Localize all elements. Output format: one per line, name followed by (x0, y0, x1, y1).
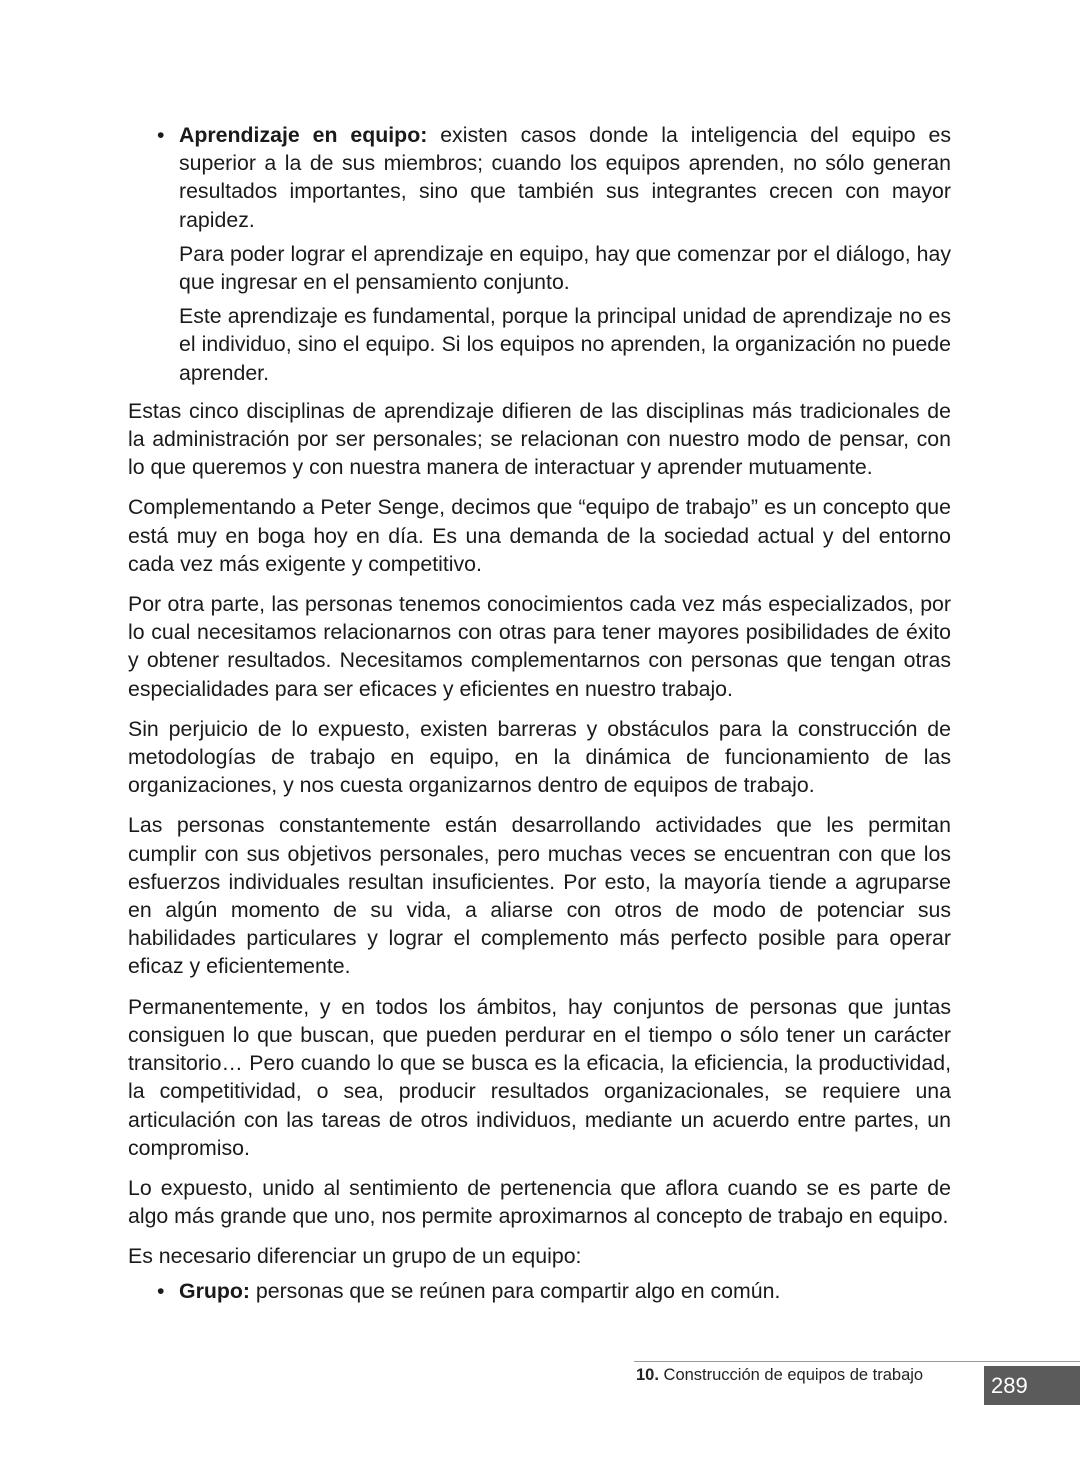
paragraph: Por otra parte, las personas tenemos conocimientos cada vez más especializados, por lo cual necesitamos relacionarnos con otras para tener mayores posibilidades de éxito y obtener resultados. Necesitamos complementarnos con personas que tengan otras especialidades para ser eficaces y eficientes en nuestro trabajo. (128, 592, 951, 701)
bullet-subparagraph: Para poder lograr el aprendizaje en equipo, hay que comenzar por el diálogo, hay que ingresar en el pensamiento conjunto. (179, 241, 951, 295)
page-body (128, 121, 951, 1311)
paragraph: Complementando a Peter Senge, decimos que “equipo de trabajo” es un concepto que está muy en boga hoy en día. Es una demanda de la sociedad actual y del entorno cada vez más exigente y competitivo. (128, 495, 951, 576)
paragraph: Lo expuesto, unido al sentimiento de pertenencia que aflora cuando se es parte de algo más grande que uno, nos permite aproximarnos al concepto de trabajo en equipo. (128, 1175, 951, 1229)
bullet-body: personas que se reúnen para compartir algo en común. (249, 1278, 781, 1303)
paragraph: Sin perjuicio de lo expuesto, existen barreras y obstáculos para la construcción de metodologías de trabajo en equipo, en la dinámica de funcionamiento de las organizaciones, y nos cuesta organizarnos dentro de equipos de trabajo. (128, 716, 951, 798)
bullet-subparagraph: Este aprendizaje es fundamental, porque la principal unidad de aprendizaje no es el individuo, sino el equipo. Si los equipos no aprenden, la organización no puede aprender. (179, 304, 951, 385)
bullet-text (179, 1277, 951, 1305)
bullet-text (179, 121, 951, 234)
chapter-title: Construcción de equipos de trabajo (658, 1366, 924, 1384)
bullet-term: Grupo: (179, 1278, 250, 1303)
chapter-number: 10. (636, 1366, 659, 1384)
footer-divider (634, 1361, 1080, 1362)
bullet-dot: • (157, 123, 165, 147)
paragraph: Es necesario diferenciar un grupo de un equipo: (128, 1244, 582, 1269)
bullet-aprendizaje-en-equipo (128, 121, 951, 387)
footer-chapter (636, 1366, 923, 1385)
bullet-body: existen casos donde la inteligencia del equipo es superior a la de sus miembros; cuando los equipos aprenden, no sólo generan resultados importantes, sino que también sus integrantes crecen con mayor rapidez. (179, 123, 951, 232)
bullet-grupo (128, 1277, 951, 1305)
bullet-term: Aprendizaje en equipo: (179, 123, 428, 147)
paragraph: Permanentemente, y en todos los ámbitos, hay conjuntos de personas que juntas consiguen lo que buscan, que pueden perdurar en el tiempo o sólo tener un carácter transitorio… Pero cuando lo que se busca es la eficacia, la eficiencia, la productividad, la competitividad, o sea, producir resultados organizacionales, se requiere una articulación con las tareas de otros individuos, mediante un acuerdo entre partes, un compromiso. (128, 994, 951, 1160)
page-number: 289 (984, 1366, 1080, 1405)
paragraph: Estas cinco disciplinas de aprendizaje difieren de las disciplinas más tradicionales de la administración por ser personales; se relacionan con nuestro modo de pensar, con lo que queremos y con nuestra manera de interactuar y aprender mutuamente. (128, 398, 951, 480)
paragraph: Las personas constantemente están desarrollando actividades que les permitan cumplir con sus objetivos personales, pero muchas veces se encuentran con que los esfuerzos individuales resultan insuficientes. Por esto, la mayoría tiende a agruparse en algún momento de su vida, a aliarse con otros de modo de potenciar sus habilidades particulares y lograr el complemento más perfecto posible para operar eficaz y eficientemente. (128, 813, 951, 979)
bullet-dot: • (157, 1278, 165, 1303)
